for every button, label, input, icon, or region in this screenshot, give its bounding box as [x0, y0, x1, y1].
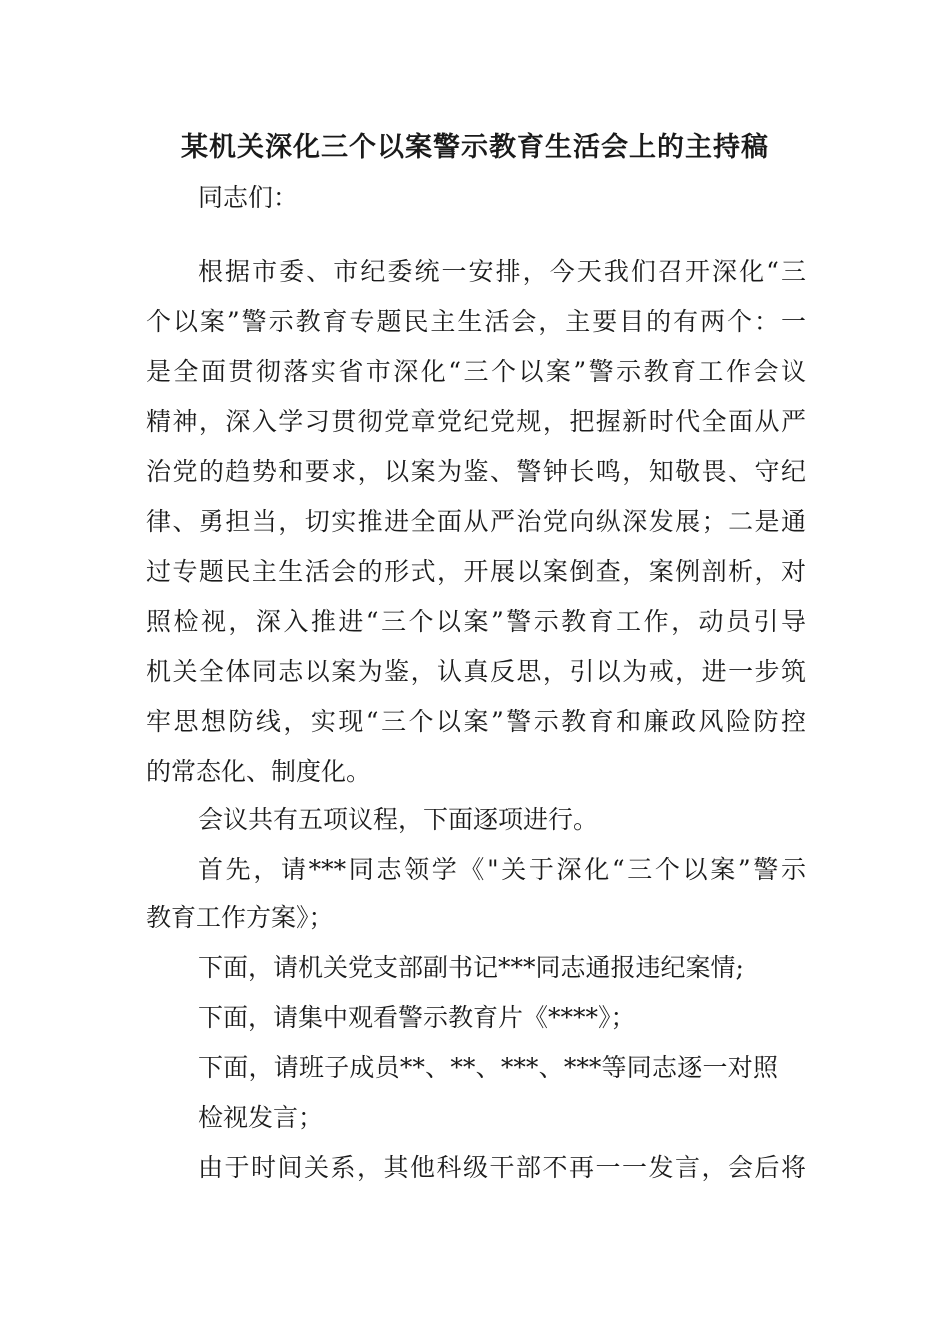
agenda-item-2: 下面，请机关党支部副书记***同志通报违纪案情;: [198, 953, 744, 982]
body-line: 根据市委、市纪委统一安排，今天我们召开深化“三: [198, 257, 806, 286]
salutation: 同志们：: [198, 183, 299, 212]
agenda-intro: 会议共有五项议程，下面逐项进行。: [198, 805, 599, 834]
body-line: 个以案”警示教育专题民主生活会，主要目的有两个：一: [146, 307, 806, 336]
agenda-item-1-cont: 教育工作方案》；: [146, 903, 334, 932]
body-line: 是全面贯彻落实省市深化“三个以案”警示教育工作会议: [146, 357, 806, 386]
agenda-item-3: 下面，请集中观看警示教育片《****》；: [198, 1003, 636, 1032]
body-line: 的常态化、制度化。: [146, 757, 372, 786]
agenda-item-1: 首先，请***同志领学《"关于深化“三个以案”警示: [198, 855, 806, 884]
document-title: 某机关深化三个以案警示教育生活会上的主持稿: [181, 132, 769, 163]
body-line: 过专题民主生活会的形式，开展以案倒查，案例剖析，对: [146, 557, 806, 586]
body-line: 精神，深入学习贯彻党章党纪党规，把握新时代全面从严: [146, 407, 806, 436]
agenda-item-4: 下面，请班子成员**、**、***、***等同志逐一对照: [198, 1053, 778, 1082]
body-line: 牢思想防线，实现“三个以案”警示教育和廉政风险防控: [146, 707, 806, 736]
body-line: 照检视，深入推进“三个以案”警示教育工作，动员引导: [146, 607, 806, 636]
closing-note: 由于时间关系，其他科级干部不再一一发言，会后将: [198, 1153, 806, 1182]
agenda-item-4-cont: 检视发言；: [198, 1103, 324, 1132]
body-line: 律、勇担当，切实推进全面从严治党向纵深发展；二是通: [146, 507, 806, 536]
body-line: 治党的趋势和要求，以案为鉴、警钟长鸣，知敬畏、守纪: [146, 457, 806, 486]
body-line: 机关全体同志以案为鉴，认真反思，引以为戒，进一步筑: [146, 657, 806, 686]
